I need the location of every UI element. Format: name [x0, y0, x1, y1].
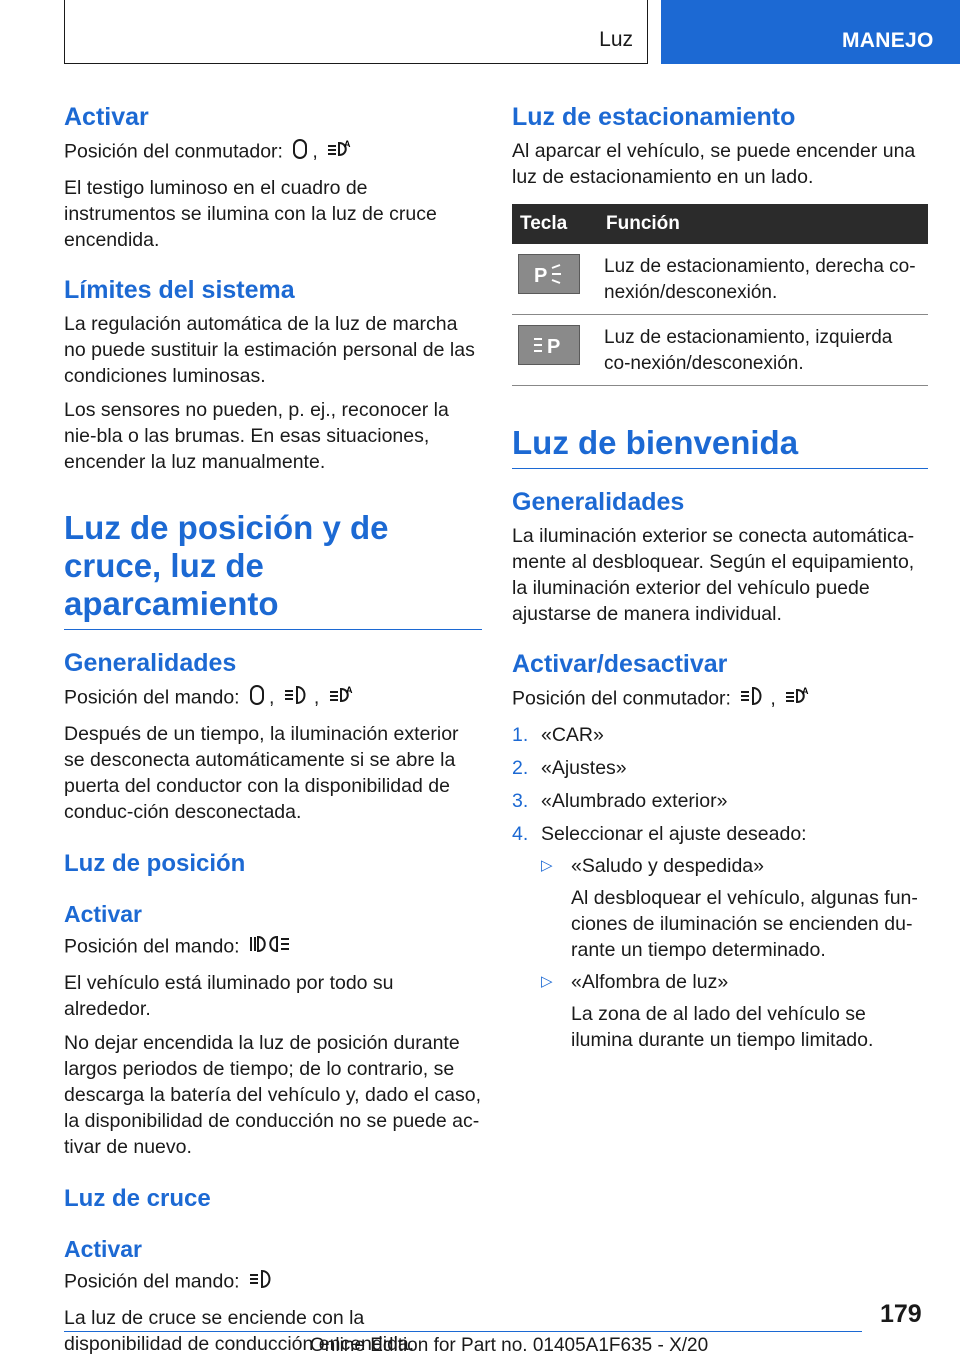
- cruce-text: La luz de cruce se enciende con la disponibilidad de conducción encendida.: [64, 1307, 415, 1355]
- bienvenida-title: Luz de bienvenida: [512, 424, 928, 469]
- posicion-heading: Luz de posición: [64, 850, 246, 877]
- activar-text: El testigo luminoso en el cuadro de instrumentos se ilumina con la luz de cruce encendida.: [64, 177, 437, 251]
- estacionamiento-heading: Luz de estacionamiento: [512, 103, 796, 131]
- cruce-mando-line: Posición del mando:: [64, 1268, 482, 1297]
- svg-text:A: A: [344, 139, 351, 149]
- activar-desactivar-heading: Activar/desactivar: [512, 650, 728, 678]
- table-cell-funcion: Luz de estacionamiento, derecha co‐nexión/desconexión.: [598, 244, 928, 315]
- list-item: ▷ «Saludo y despedida» Al desbloquear el vehículo, algunas fun‐ciones de iluminación se encienden du‐rante un tiempo determinado.: [541, 855, 918, 961]
- list-item: 1. «CAR»: [512, 724, 604, 746]
- auto-low-beam-icon: [785, 685, 811, 714]
- list-item: 2. «Ajustes»: [512, 757, 627, 779]
- triangle-bullet-icon: ▷: [541, 857, 553, 874]
- posicion-paragraph-2: No dejar encendida la luz de posición durante largos periodos de tiempo; de lo contrario, se descarga la batería del vehículo y, dado el caso, la disponibilidad de conducción no se puede ac‐tivar de nuevo.: [64, 1032, 481, 1158]
- table-header-row: [512, 204, 928, 244]
- table-cell-funcion: Luz de estacionamiento, izquierda co‐nexión/desconexión.: [598, 315, 928, 386]
- svg-text:A: A: [345, 685, 353, 695]
- auto-low-beam-icon: [327, 138, 353, 167]
- edition-footer: Online Edition for Part no. 01405A1F635 - X/20: [310, 1335, 709, 1356]
- table-row: [512, 244, 928, 315]
- svg-text:P: P: [547, 336, 561, 357]
- list-item: 3. «Alumbrado exterior»: [512, 790, 728, 812]
- parking-left-key-icon: [518, 325, 580, 365]
- parking-right-key-icon: [518, 254, 580, 294]
- low-beam-icon: [249, 1268, 275, 1297]
- generalidades-text: Después de un tiempo, la iluminación exterior se desconecta automáticamente si se abre la puerta del conductor con la disponibilidad de conduc‐ción desconectada.: [64, 723, 459, 823]
- cruce-heading: Luz de cruce: [64, 1185, 211, 1212]
- list-item: 4. Seleccionar el ajuste deseado: ▷ «Saludo y despedida» Al desbloquear el vehículo, algunas fun‐ciones de iluminación se encienden du‐rante un tiempo determinado. ▷ «Alfombra de luz» La zona de al lado del vehículo se ilumina durante un tiempo limitado.: [512, 821, 928, 1053]
- triangle-bullet-icon: ▷: [541, 973, 553, 990]
- generalidades-text: La iluminación exterior se conecta automática‐mente al desbloquear. Según el equipamiento, la iluminación exterior del vehículo puede ajustarse de manera individual.: [512, 525, 915, 625]
- column-header-tecla: Tecla: [512, 204, 598, 244]
- auto-light-icon: [249, 684, 265, 713]
- chapter-label: MANEJO: [842, 29, 934, 52]
- options-list: [541, 853, 928, 1053]
- auto-light-icon: [292, 138, 308, 167]
- limites-paragraph-1: La regulación automática de la luz de marcha no puede sustituir la estimación personal de las condiciones luminosas.: [64, 313, 475, 387]
- column-header-funcion: Función: [598, 204, 928, 244]
- list-item: ▷ «Alfombra de luz» La zona de al lado del vehículo se ilumina durante un tiempo limitado.: [541, 971, 874, 1051]
- svg-text:P: P: [534, 265, 548, 286]
- chapter-tab[interactable]: [661, 0, 960, 64]
- activar-heading: Activar: [64, 103, 149, 131]
- footer-divider: [64, 1331, 862, 1332]
- limites-paragraph-2: Los sensores no pueden, p. ej., reconocer la nie‐bla o las brumas. En esas situaciones, encender la luz manualmente.: [64, 399, 449, 473]
- generalidades-mando-line: Posición del mando: , , A: [64, 684, 482, 713]
- svg-text:A: A: [802, 686, 809, 696]
- auto-low-beam-icon: [329, 684, 355, 713]
- activar-switch-line: Posición del conmutador: , A: [512, 685, 928, 714]
- left-column: [64, 100, 482, 1365]
- page-number: 179: [880, 1300, 922, 1328]
- limites-heading: Límites del sistema: [64, 276, 295, 304]
- generalidades-heading: Generalidades: [64, 649, 237, 677]
- steps-list: [512, 722, 928, 1053]
- section-title: Luz: [599, 28, 633, 51]
- low-beam-icon: [284, 684, 310, 713]
- estacionamiento-text: Al aparcar el vehículo, se puede encender una luz de estacionamiento en un lado.: [512, 140, 916, 188]
- low-beam-icon: [740, 685, 766, 714]
- table-row: [512, 315, 928, 386]
- right-column: [512, 100, 928, 1060]
- key-function-table: [512, 204, 928, 386]
- parking-light-icon: [249, 933, 299, 962]
- posicion-paragraph-1: El vehículo está iluminado por todo su alrededor.: [64, 972, 394, 1020]
- cruce-activar-heading: Activar: [64, 1236, 142, 1262]
- activar-switch-line: Posición del conmutador: , A: [64, 138, 482, 167]
- posicion-mando-line: Posición del mando:: [64, 933, 482, 962]
- header-box: [64, 0, 648, 64]
- posicion-activar-heading: Activar: [64, 901, 142, 927]
- generalidades-heading: Generalidades: [512, 488, 685, 516]
- main-section-title: Luz de posición y de cruce, luz de aparcamiento: [64, 509, 482, 630]
